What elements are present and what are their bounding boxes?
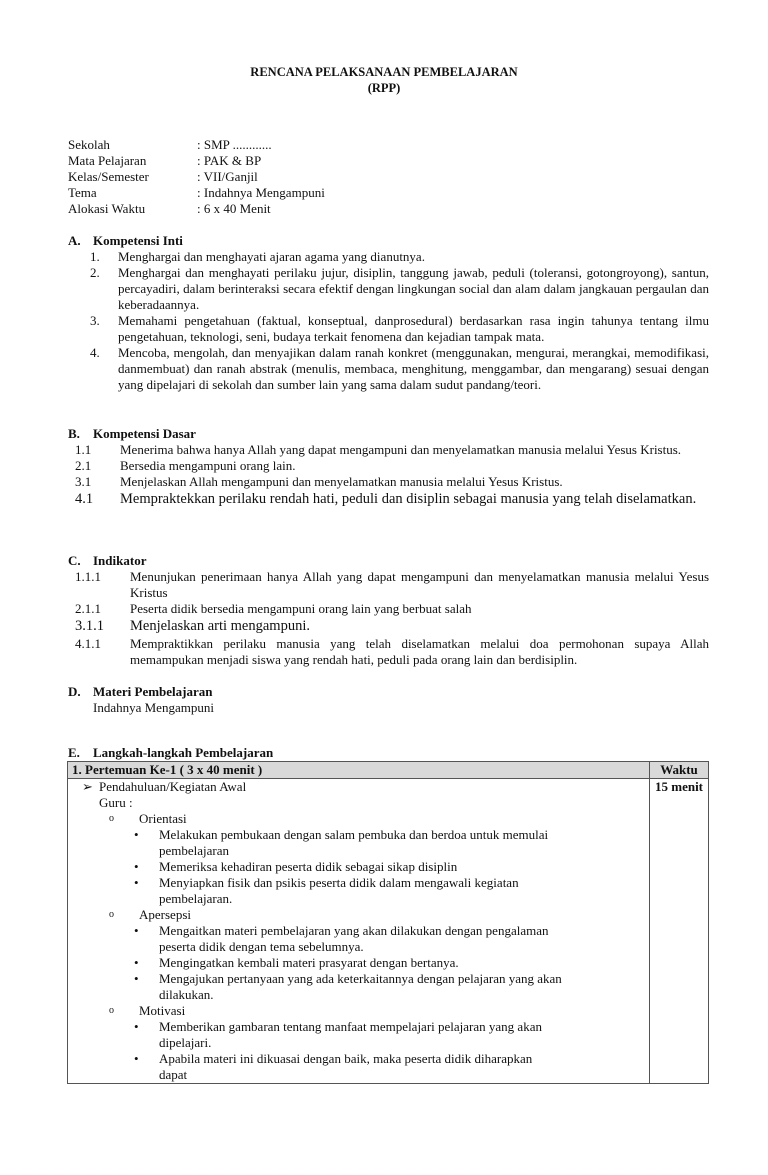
bullet-icon: • (134, 971, 139, 986)
bullet-icon: • (134, 1019, 139, 1034)
doc-title: RENCANA PELAKSANAAN PEMBELAJARAN (250, 65, 518, 79)
phase-label: Pendahuluan/Kegiatan Awal (99, 779, 247, 794)
section-letter: A. (68, 233, 81, 248)
info-value: : SMP ............ (197, 137, 272, 152)
doc-subtitle: (RPP) (367, 81, 401, 95)
bullet-text: Apabila materi ini dikuasai dengan baik, maka peserta didik diharapkan dapat (159, 1051, 533, 1082)
section-title: Kompetensi Inti (93, 233, 183, 248)
item-text: Bersedia mengampuni orang lain. (120, 458, 296, 473)
group-title: Apersepsi (139, 907, 191, 922)
item-number: 3.1.1 (75, 618, 104, 634)
item-number: 1. (90, 249, 100, 264)
info-key: Alokasi Waktu (68, 201, 146, 216)
list-item (75, 601, 709, 617)
item-number: 1.1.1 (75, 569, 101, 584)
item-text: Menghargai dan menghayati ajaran agama yang dianutnya. (118, 249, 425, 264)
section-heading (68, 745, 709, 761)
bullet-icon: • (134, 859, 139, 874)
info-key: Tema (68, 185, 97, 200)
info-value: : VII/Ganjil (197, 169, 258, 184)
item-text: Menjelaskan Allah mengampuni dan menyelamatkan manusia melalui Yesus Kristus. (120, 474, 563, 489)
section-heading (68, 553, 709, 569)
item-number: 1.1 (75, 442, 92, 457)
list-item (75, 442, 709, 458)
group-item (72, 811, 562, 827)
item-number: 4.1.1 (75, 636, 101, 651)
group-item (72, 1003, 562, 1019)
bullet-text: Menyiapkan fisik dan psikis peserta didik dalam mengawali kegiatan pembelajaran. (159, 875, 519, 906)
list-item (90, 313, 709, 345)
group-item (72, 907, 562, 923)
item-text: Mencoba, mengolah, dan menyajikan dalam ranah konkret (menggunakan, mengurai, merangkai, memodifikasi, danmembuat) dan ranah abstrak (menulis, membaca, menghitung, menggambar, dan mengarang) sesuai dengan yang dipelajari di sekolah dan sumber lain yang sama dalam sudut pandang/teori. (118, 345, 709, 392)
materi-text: Indahnya Mengampuni (93, 700, 214, 715)
list-item (90, 265, 709, 313)
list-item (75, 490, 709, 509)
arrow-bullet-icon: ➢ (82, 779, 93, 794)
item-text: Menjelaskan arti mengampuni. (130, 618, 310, 634)
item-number: 2.1 (75, 458, 92, 473)
info-block (68, 137, 325, 217)
info-row (68, 185, 325, 201)
list-item (75, 474, 709, 490)
section-letter: D. (68, 684, 81, 699)
bullet-text: Mengingatkan kembali materi prasyarat dengan bertanya. (159, 955, 459, 970)
table-header-waktu: Waktu (650, 762, 709, 779)
item-number: 4. (90, 345, 100, 360)
bullet-item (72, 955, 562, 971)
bullet-item (72, 923, 562, 955)
bullet-icon: • (134, 955, 139, 970)
item-number: 2.1.1 (75, 601, 101, 616)
info-key: Kelas/Semester (68, 169, 149, 184)
section-materi (68, 684, 709, 716)
info-key: Sekolah (68, 137, 110, 152)
info-value: : 6 x 40 Menit (197, 201, 271, 216)
circle-bullet-icon: o (109, 1005, 114, 1016)
item-number: 3. (90, 313, 100, 328)
list-item (75, 458, 709, 474)
item-text: Menunjukan penerimaan hanya Allah yang dapat mengampuni dan menyelamatkan manusia melalui Yesus Kristus (130, 569, 709, 600)
bullet-icon: • (134, 875, 139, 890)
item-text: Menerima bahwa hanya Allah yang dapat mengampuni dan menyelamatkan manusia melalui Yesus Kristus. (120, 442, 682, 457)
bullet-text: Memberikan gambaran tentang manfaat mempelajari pelajaran yang akan dipelajari. (159, 1019, 542, 1050)
section-langkah (68, 745, 709, 1084)
info-key: Mata Pelajaran (68, 153, 147, 168)
item-number: 3.1 (75, 474, 92, 489)
item-text: Mempraktekkan perilaku rendah hati, peduli dan disiplin sebagai manusia yang telah diselamatkan. (120, 491, 697, 507)
phase-item (72, 779, 645, 795)
info-row (68, 169, 325, 185)
section-indikator (68, 553, 709, 668)
section-letter: C. (68, 553, 81, 568)
section-title: Kompetensi Dasar (93, 426, 196, 441)
bullet-item (72, 827, 562, 859)
item-number: 4.1 (75, 491, 94, 507)
bullet-text: Memeriksa kehadiran peserta didik sebagai sikap disiplin (159, 859, 458, 874)
bullet-item (72, 1051, 562, 1083)
section-heading (68, 426, 709, 442)
section-title: Langkah-langkah Pembelajaran (93, 745, 274, 760)
item-text: Menghargai dan menghayati perilaku jujur, disiplin, tanggung jawab, peduli (toleransi, gotongroyong), santun, percayadiri, dalam berinteraksi secara efektif dengan lingkungan social dan alam dalam jangkauan pergaulan dan keberadaannya. (118, 265, 709, 312)
langkah-table (67, 761, 709, 1084)
info-row (68, 201, 325, 217)
item-text: Peserta didik bersedia mengampuni orang lain yang berbuat salah (130, 601, 472, 616)
item-text: Memahami pengetahuan (faktual, konseptual, danprosedural) berdasarkan rasa ingin tahunya tentang ilmu pengetahuan, teknologi, seni, budaya terkait fenomena dan kejadian tampak mata. (118, 313, 709, 344)
list-item (75, 617, 709, 636)
section-kompetensi-dasar (68, 426, 709, 509)
item-number: 2. (90, 265, 100, 280)
waktu-cell: 15 menit (650, 779, 709, 1084)
bullet-icon: • (134, 923, 139, 938)
info-value: : Indahnya Mengampuni (197, 185, 325, 200)
section-heading (68, 684, 709, 700)
group-title: Orientasi (139, 811, 187, 826)
section-title: Materi Pembelajaran (93, 684, 213, 699)
circle-bullet-icon: o (109, 909, 114, 920)
group-title: Motivasi (139, 1003, 186, 1018)
list-item (75, 636, 709, 668)
item-text: Mempraktikkan perilaku manusia yang telah diselamatkan melalui doa permohonan supaya Allah memampukan menjadi siswa yang rendah hati, peduli pada orang lain dan berdisiplin. (130, 636, 709, 667)
bullet-text: Mengajukan pertanyaan yang ada keterkaitannya dengan pelajaran yang akan dilakukan. (159, 971, 562, 1002)
bullet-icon: • (134, 1051, 139, 1066)
section-title: Indikator (93, 553, 147, 568)
info-row (68, 153, 325, 169)
section-letter: B. (68, 426, 80, 441)
bullet-item (72, 1019, 562, 1051)
section-letter: E. (68, 745, 80, 760)
bullet-text: Melakukan pembukaan dengan salam pembuka dan berdoa untuk memulai pembelajaran (159, 827, 549, 858)
kegiatan-cell (68, 779, 650, 1084)
section-kompetensi-inti (68, 233, 709, 393)
bullet-item (72, 875, 562, 907)
list-item (90, 345, 709, 393)
list-item (75, 569, 709, 601)
bullet-icon: • (134, 827, 139, 842)
section-heading (68, 233, 709, 249)
table-header-pertemuan: 1. Pertemuan Ke-1 ( 3 x 40 menit ) (68, 762, 650, 779)
info-row (68, 137, 325, 153)
info-value: : PAK & BP (197, 153, 262, 168)
list-item (90, 249, 709, 265)
bullet-item (72, 971, 562, 1003)
bullet-text: Mengaitkan materi pembelajaran yang akan dilakukan dengan pengalaman peserta didik dengan tema sebelumnya. (159, 923, 549, 954)
guru-label: Guru : (99, 795, 133, 810)
bullet-item (72, 859, 562, 875)
circle-bullet-icon: o (109, 813, 114, 824)
